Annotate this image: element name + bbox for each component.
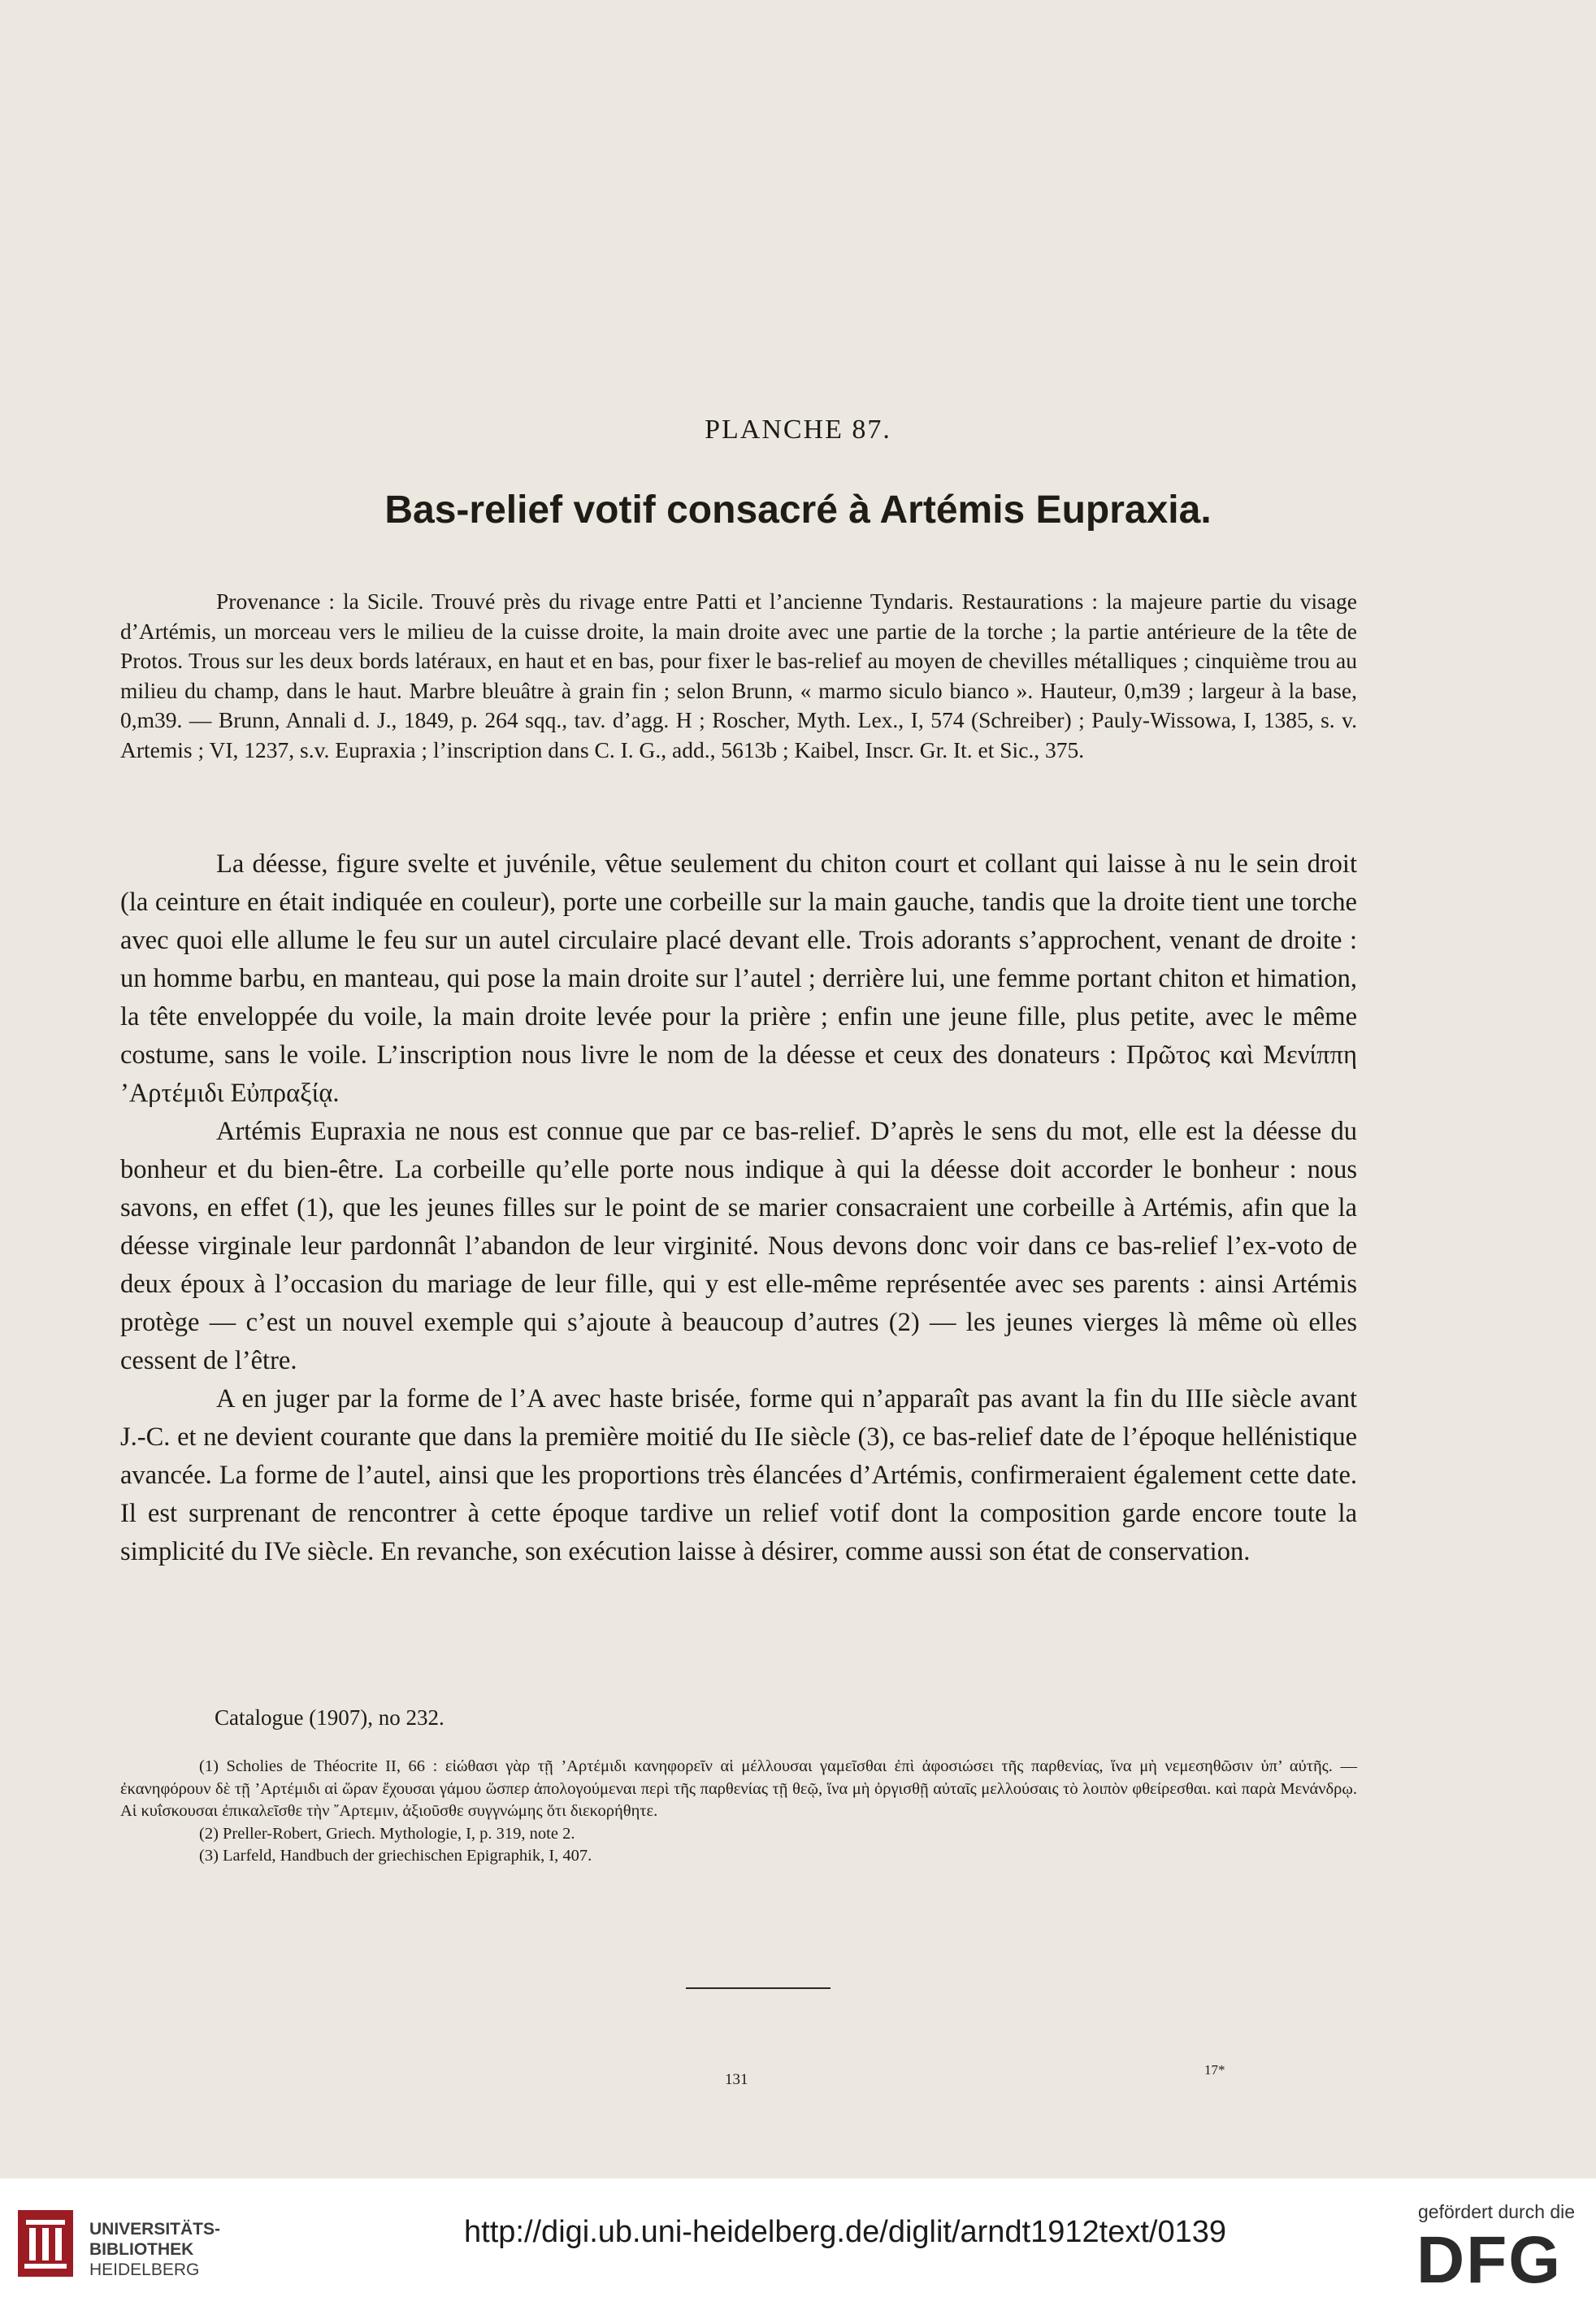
funding-label: gefördert durch die bbox=[1418, 2201, 1576, 2222]
library-name: UNIVERSITÄTS- BIBLIOTHEK HEIDELBERG bbox=[89, 2220, 221, 2279]
page-number: 131 bbox=[725, 2071, 748, 2088]
paragraph-description: La déesse, figure svelte et juvénile, vêtue seulement du chiton court et collant qui laisse à nu le sein droit (la ceinture en était indiquée en couleur), porte une corbeille sur la main gauche, tandis que la droite tient une torche avec quoi elle allume le feu sur un autel circulaire placé devant elle. Trois adorants s’approchent, venant de droite : un homme barbu, en manteau, qui pose la main droite sur l’autel ; derrière lui, une femme portant chiton et himation, la tête enveloppée du voile, la main droite levée pour la prière ; enfin une jeune fille, plus petite, avec le même costume, sans le voile. L’inscription nous livre le nom de la déesse et ceux des donateurs : Πρῶτος καὶ Μενίππη ’Αρτέμιδι Εὐπραξίᾳ. bbox=[120, 849, 1357, 1108]
paragraph-dating: A en juger par la forme de l’A avec haste brisée, forme qui n’apparaît pas avant la fin du IIIe siècle avant J.-C. et ne devient courante que dans la première moitié du IIe siècle (3), ce bas-relief date de l’époque hellénistique avancée. La forme de l’autel, ainsi que les proportions très élancées d’Artémis, confirmeraient également cette date. Il est surprenant de rencontrer à cette époque tardive un relief votif dont la composition garde encore toute la simplicité du IVe siècle. En revanche, son exécution laisse à désirer, comme aussi son état de conservation. bbox=[120, 1384, 1357, 1566]
paragraph-interpretation: Artémis Eupraxia ne nous est connue que par ce bas-relief. D’après le sens du mot, elle est la déesse du bonheur et du bien-être. La corbeille qu’elle porte nous indique à qui la déesse doit accorder le bonheur : nous savons, en effet (1), que les jeunes filles sur le point de se marier consacraient une corbeille à Artémis, afin que la déesse virginale leur pardonnât l’abandon de leur virginité. Nous devons donc voir dans ce bas-relief l’ex-voto de deux époux à l’occasion du mariage de leur fille, qui y est elle-même représentée avec ses parents : ainsi Artémis protège — c’est un nouvel exemple qui s’ajoute à beaucoup d’autres (2) — les jeunes vierges là même où elles cessent de l’être. bbox=[120, 1117, 1357, 1375]
footnote-2: (2) Preller-Robert, Griech. Mythologie, I, p. 319, note 2. bbox=[199, 1824, 575, 1843]
plate-number: PLANCHE 87. bbox=[705, 415, 891, 445]
provenance-block bbox=[120, 587, 1357, 765]
page-title: Bas-relief votif consacré à Artémis Eupraxia. bbox=[384, 489, 1212, 532]
signature-mark: 17* bbox=[1204, 2062, 1225, 2078]
dfg-logo: DFG bbox=[1416, 2223, 1563, 2297]
university-seal-icon bbox=[15, 2207, 76, 2280]
footnote-1: (1) Scholies de Théocrite II, 66 : εἰώθασι γὰρ τῇ ’Αρτέμιδι κανηφορεῖν αἱ μέλλουσαι γαμεῖσθαι ἐπὶ ἀφοσιώσει τῆς παρθενίας, ἵνα μὴ νεμεσηθῶσιν ὑπ’ αὐτῆς. — ἐκανηφόρουν δὲ τῇ ’Αρτέμιδι αἱ ὥραν ἔχουσαι γάμου ὥσπερ ἀπολογούμεναι περὶ τῆς παρθενίας τῇ θεῷ, ἵνα μὴ ὀργισθῇ αὐταῖς μελλούσαις τὸ λοιπὸν φθείρεσθαι. καὶ παρὰ Μενάνδρῳ. Αἱ κυΐσκουσαι ἐπικαλεῖσθε τὴν ῎Αρτεμιν, ἀξιοῦσθε συγγνώμης ὅτι διεκορήθητε. bbox=[120, 1757, 1357, 1820]
main-text bbox=[120, 845, 1357, 1571]
source-url-link[interactable]: http://digi.ub.uni-heidelberg.de/diglit/arndt1912text/0139 bbox=[464, 2215, 1227, 2249]
footnotes bbox=[120, 1756, 1357, 1868]
footnote-3: (3) Larfeld, Handbuch der griechischen Epigraphik, I, 407. bbox=[199, 1847, 592, 1865]
catalogue-reference: Catalogue (1907), no 232. bbox=[215, 1705, 445, 1730]
digitization-footer bbox=[0, 2178, 1596, 2306]
end-rule bbox=[686, 1987, 831, 1989]
provenance-text: Provenance : la Sicile. Trouvé près du rivage entre Patti et l’ancienne Tyndaris. Restaurations : la majeure partie du visage d’Artémis, un morceau vers le milieu de la cuisse droite, la main droite avec une partie de la torche ; la partie antérieure de la tête de Protos. Trous sur les deux bords latéraux, en haut et en bas, pour fixer le bas-relief au moyen de chevilles métalliques ; cinquième trou au milieu du champ, dans le haut. Marbre bleuâtre à grain fin ; selon Brunn, « marmo siculo bianco ». Hauteur, 0,m39 ; largeur à la base, 0,m39. — Brunn, Annali d. J., 1849, p. 264 sqq., tav. d’agg. H ; Roscher, Myth. Lex., I, 574 (Schreiber) ; Pauly-Wissowa, I, 1385, s. v. Artemis ; VI, 1237, s.v. Eupraxia ; l’inscription dans C. I. G., add., 5613b ; Kaibel, Inscr. Gr. It. et Sic., 375. bbox=[120, 588, 1357, 762]
